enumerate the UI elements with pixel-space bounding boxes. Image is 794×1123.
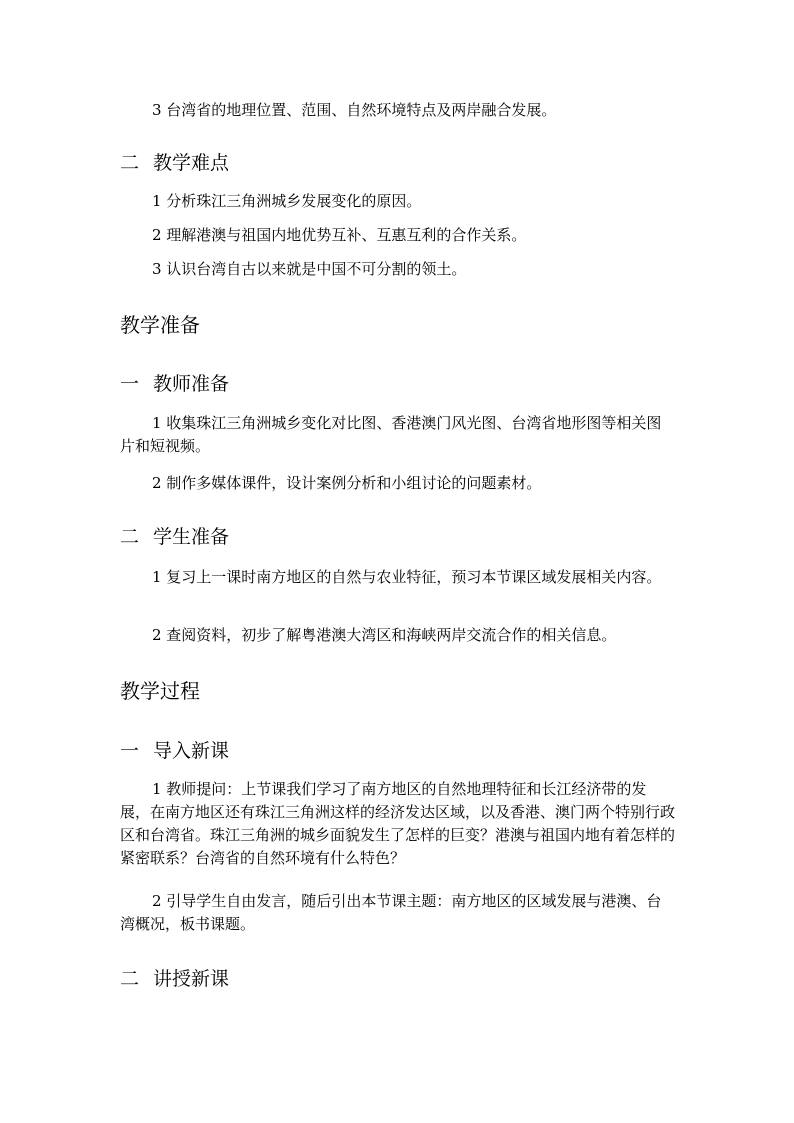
student-item-1: 1 复习上一课时南方地区的自然与农业特征，预习本节课区域发展相关内容。 xyxy=(152,568,662,586)
intro-item-1: 1 教师提问：上节课我们学习了南方地区的自然地理特征和长江经济带的发展，在南方地区还有珠江三角洲这样的经济发达区域，以及香港、澳门两个特别行政区和台湾省。珠江三角洲的城乡面貌发生了怎样的巨变？港澳与祖国内地有着怎样的紧密联系？台湾省的自然环境有什么特色？ xyxy=(120,780,676,867)
teacher-item-2: 2 制作多媒体课件，设计案例分析和小组讨论的问题素材。 xyxy=(152,474,542,492)
heading-number: 二 xyxy=(120,968,140,990)
difficulty-item-1: 1 分析珠江三角洲城乡发展变化的原因。 xyxy=(152,192,422,210)
heading-text: 讲授新课 xyxy=(153,968,230,990)
section-heading-intro xyxy=(120,738,229,764)
heading-number: 一 xyxy=(120,740,140,762)
objective-item-3: 3 台湾省的地理位置、范围、自然环境特点及两岸融合发展。 xyxy=(152,101,557,119)
section-heading-student xyxy=(120,524,229,550)
teacher-item-1: 1 收集珠江三角洲城乡变化对比图、香港澳门风光图、台湾省地形图等相关图片和短视频。 xyxy=(120,414,662,455)
difficulty-item-2: 2 理解港澳与祖国内地优势互补、互惠互利的合作关系。 xyxy=(152,226,527,244)
student-item-2: 2 查阅资料，初步了解粤港澳大湾区和海峡两岸交流合作的相关信息。 xyxy=(152,626,617,644)
section-heading-difficulty xyxy=(120,150,229,176)
chapter-heading-process: 教学过程 xyxy=(120,679,200,703)
intro-item-2: 2 引导学生自由发言，随后引出本节课主题：南方地区的区域发展与港澳、台湾概况，板书课题。 xyxy=(120,892,662,933)
heading-text: 教师准备 xyxy=(153,373,230,395)
heading-number: 二 xyxy=(120,152,140,174)
heading-text: 学生准备 xyxy=(153,526,230,548)
section-heading-teach xyxy=(120,966,229,992)
heading-text: 教学难点 xyxy=(153,152,230,174)
difficulty-item-3: 3 认识台湾自古以来就是中国不可分割的领土。 xyxy=(152,260,467,278)
chapter-heading-prep: 教学准备 xyxy=(120,313,200,337)
heading-number: 二 xyxy=(120,526,140,548)
heading-number: 一 xyxy=(120,373,140,395)
section-heading-teacher xyxy=(120,371,229,397)
heading-text: 导入新课 xyxy=(153,740,230,762)
